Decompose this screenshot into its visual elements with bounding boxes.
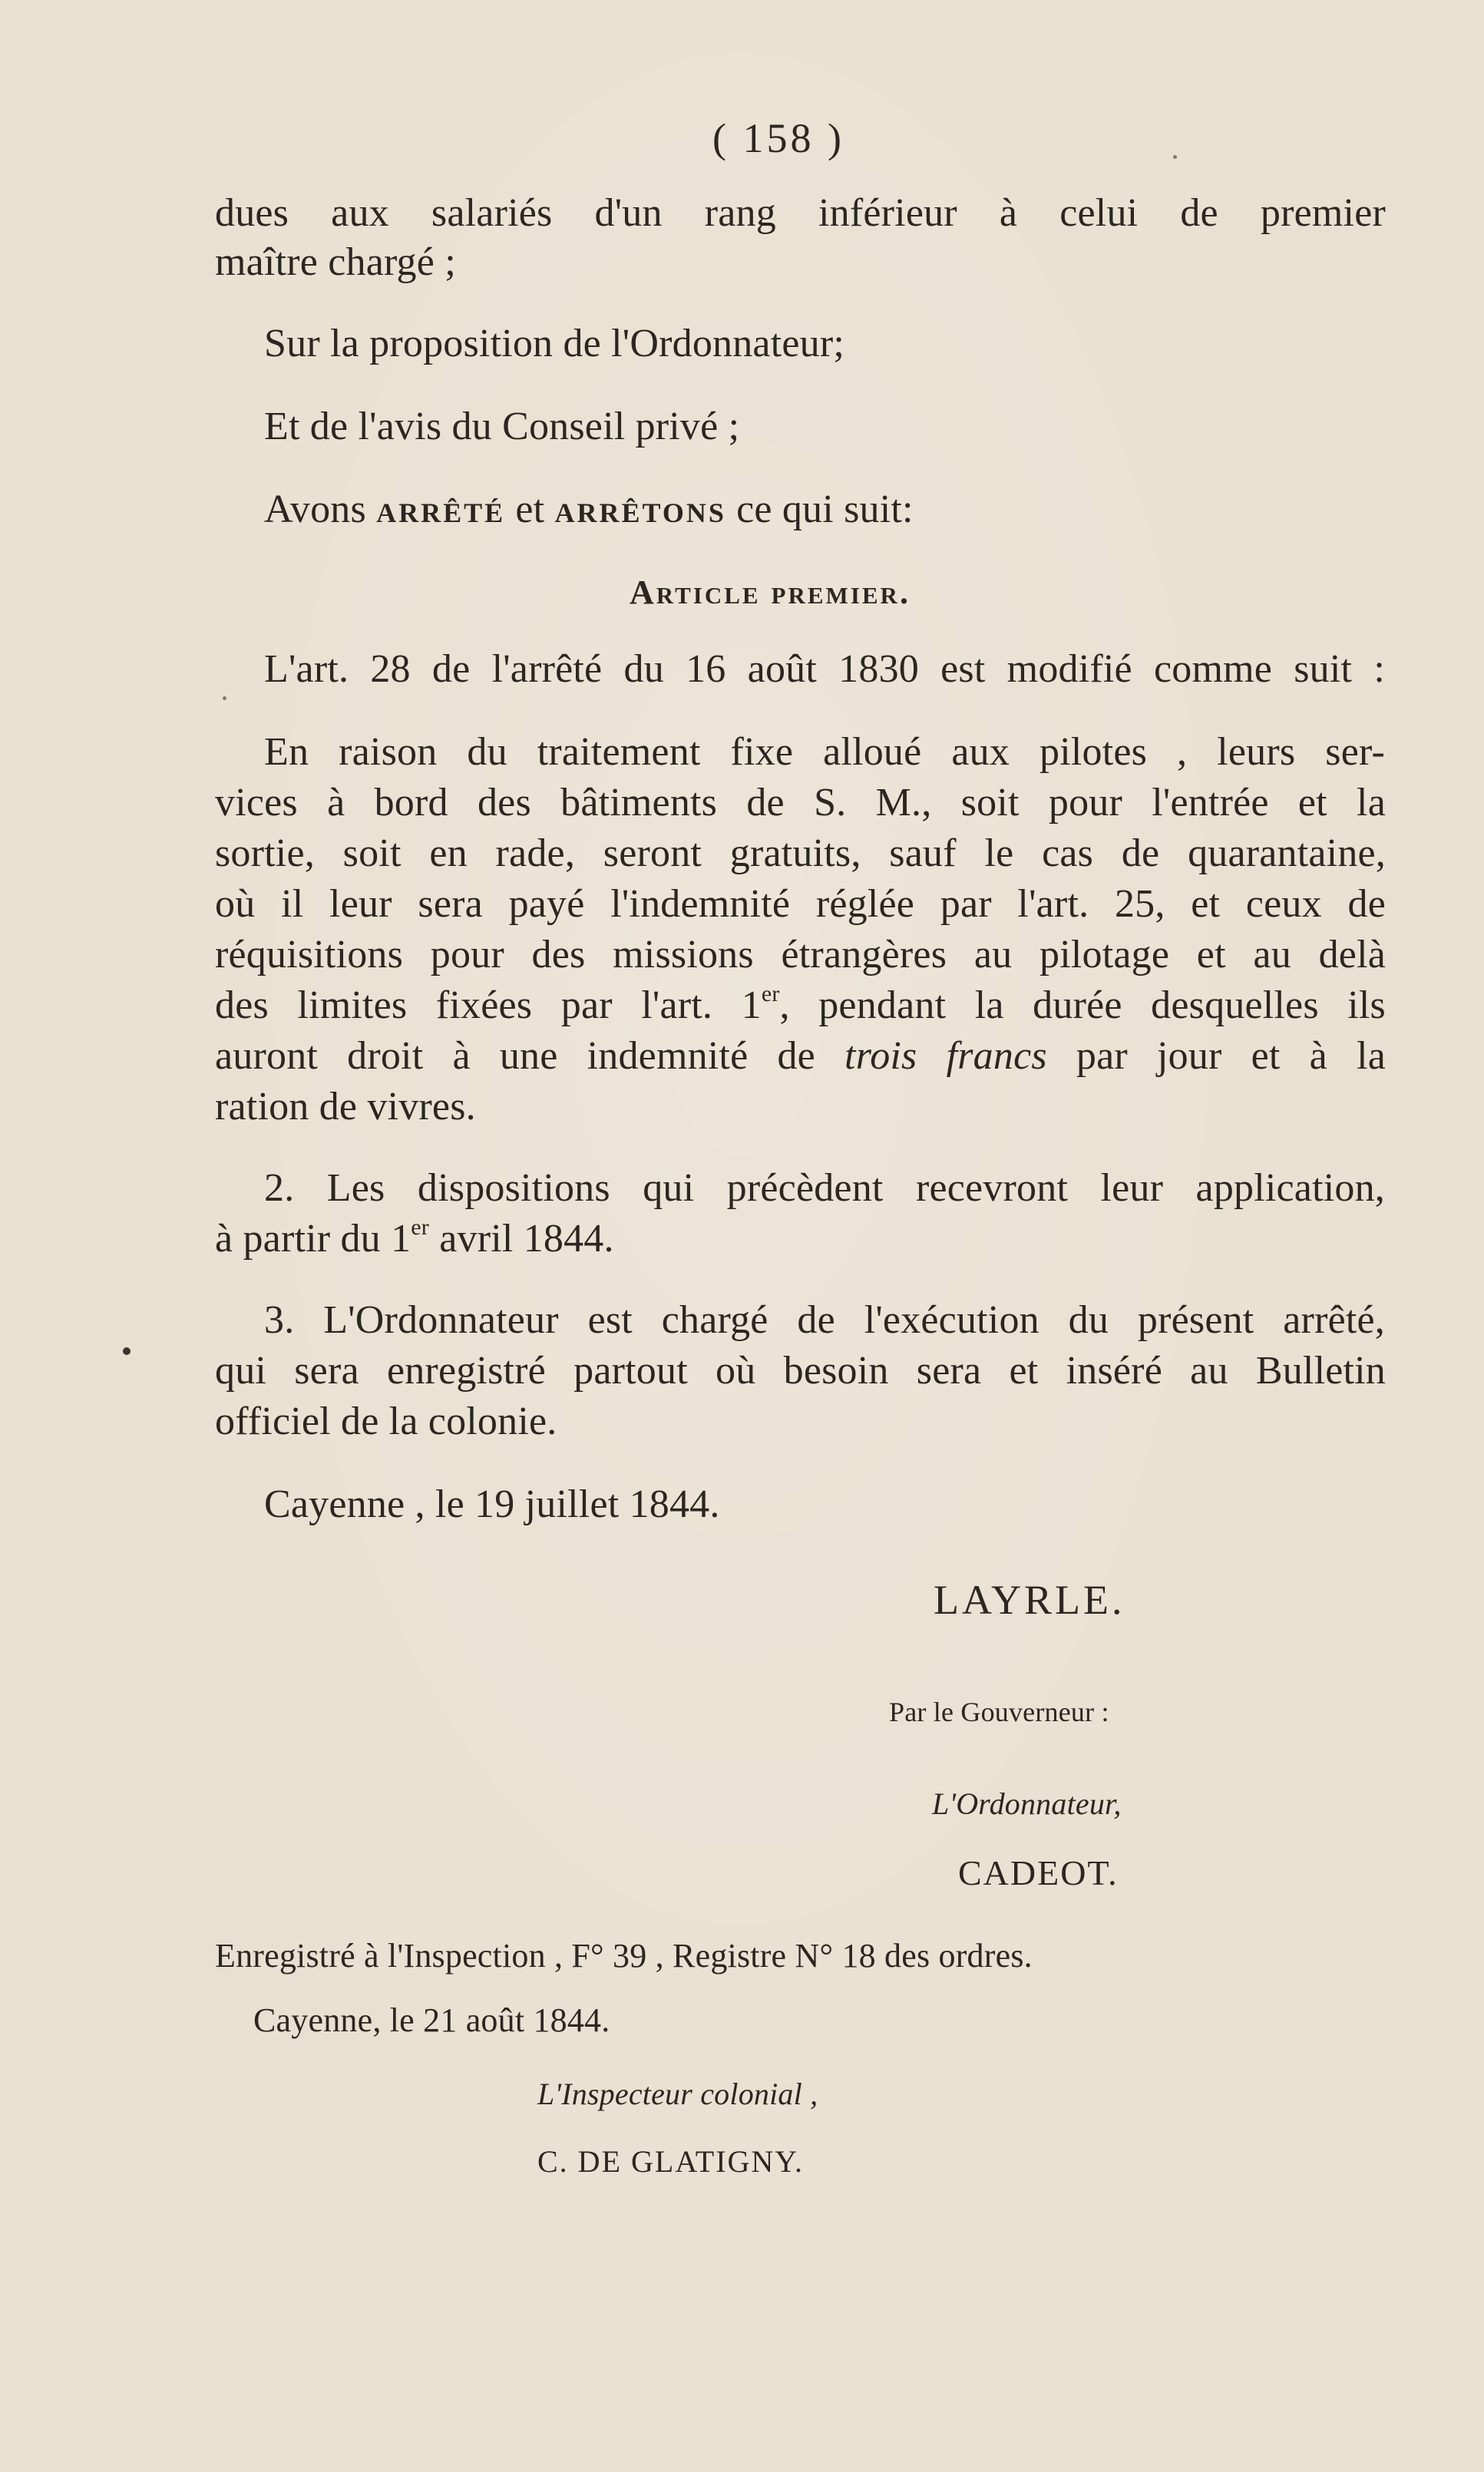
text-line: 3. L'Ordonnateur est chargé de l'exécution du présent arrêté, xyxy=(264,1298,1385,1342)
text-line xyxy=(264,487,914,533)
text-fragment: par jour et à la xyxy=(1046,1034,1386,1078)
text-fragment: et xyxy=(505,487,555,531)
ink-speck xyxy=(223,696,226,700)
text-line: ration de vivres. xyxy=(215,1085,476,1129)
signature-role: L'Ordonnateur, xyxy=(932,1786,1122,1821)
text-fragment: avril 1844. xyxy=(429,1217,614,1261)
ink-speck xyxy=(1173,155,1177,159)
text-fragment: ce qui suit: xyxy=(725,487,914,531)
text-line: En raison du traitement fixe alloué aux pilotes , leurs ser- xyxy=(264,730,1385,774)
text-fragment: Avons xyxy=(264,487,377,531)
text-fragment: , pendant la durée desquelles ils xyxy=(779,983,1386,1027)
emphasis-arrete: arrêté xyxy=(376,487,506,531)
signature-cadeot: CADEOT. xyxy=(958,1853,1119,1892)
article-heading: Article premier. xyxy=(630,573,911,611)
text-line: maître chargé ; xyxy=(215,240,456,284)
text-line: 2. Les dispositions qui précèdent recevront leur application, xyxy=(264,1166,1385,1210)
text-line: réquisitions pour des missions étrangères au pilotage et au delà xyxy=(215,933,1386,977)
superscript: er xyxy=(411,1215,430,1240)
text-line xyxy=(215,983,1386,1029)
text-fragment: auront droit à une indemnité de xyxy=(215,1034,845,1078)
registration-line: Enregistré à l'Inspection , F° 39 , Registre N° 18 des ordres. xyxy=(215,1937,1033,1975)
ink-speck xyxy=(123,1347,131,1355)
emphasis-arretons: arrêtons xyxy=(554,487,726,531)
text-line: Et de l'avis du Conseil privé ; xyxy=(264,405,740,448)
registration-role: L'Inspecteur colonial , xyxy=(537,2077,818,2111)
text-line: vices à bord des bâtiments de S. M., soit pour l'entrée et la xyxy=(215,781,1386,825)
emphasis-italic: trois francs xyxy=(844,1034,1047,1078)
date-line: Cayenne , le 19 juillet 1844. xyxy=(264,1482,720,1526)
text-line: L'art. 28 de l'arrêté du 16 août 1830 est modifié comme suit : xyxy=(264,647,1385,691)
superscript: er xyxy=(761,981,780,1006)
text-line: officiel de la colonie. xyxy=(215,1400,557,1443)
registration-signature: C. DE GLATIGNY. xyxy=(537,2144,805,2179)
page-number: ( 158 ) xyxy=(712,115,844,161)
text-line: où il leur sera payé l'indemnité réglée par l'art. 25, et ceux de xyxy=(215,882,1386,926)
text-line: qui sera enregistré partout où besoin sera et inséré au Bulletin xyxy=(215,1349,1386,1393)
text-fragment: à partir du 1 xyxy=(215,1217,411,1261)
text-line xyxy=(215,1033,1386,1079)
text-fragment: des limites fixées par l'art. 1 xyxy=(215,983,762,1027)
text-line xyxy=(215,1216,614,1262)
registration-date: Cayenne, le 21 août 1844. xyxy=(253,2001,610,2039)
text-line: dues aux salariés d'un rang inférieur à celui de premier xyxy=(215,191,1386,235)
signature-authority: Par le Gouverneur : xyxy=(889,1697,1109,1727)
text-line: Sur la proposition de l'Ordonnateur; xyxy=(264,322,844,365)
text-line: sortie, soit en rade, seront gratuits, sauf le cas de quarantaine, xyxy=(215,831,1386,875)
signature-layrle: LAYRLE. xyxy=(934,1577,1125,1623)
